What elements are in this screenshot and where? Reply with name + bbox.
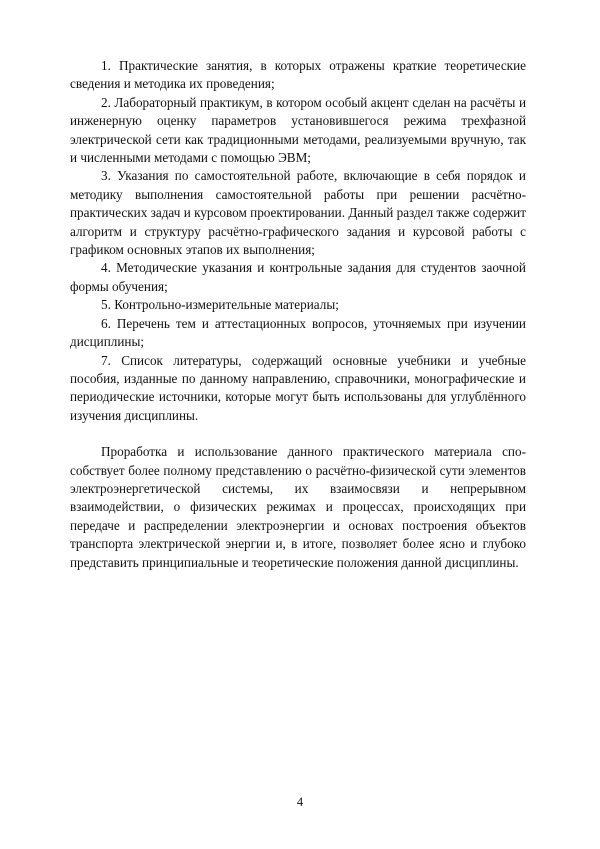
list-item-lab-practicum: 2. Лабораторный практикум, в котором особый акцент сделан на расчёты и инженерную оценку параметров установившегося режима трехфазной электрической сети как традиционными методами, реализуемыми вручную, так и численными методами с помощью ЭВМ;: [70, 94, 526, 166]
list-item-correspondence-students: 4. Методические указания и контрольные задания для студентов заочной формы обучения;: [70, 260, 526, 294]
concluding-paragraph: Проработка и использование данного практического материала способствует более полному представлению о расчётно-физической сути элементов электроэнергетической системы, их взаимосвязи и непрерывном взаимодействии, о физических режимах и процессах, происходящих при передаче и распределении электроэнергии и основах построения объектов транспорта электрической энергии и, в итоге, позволяет более ясно и глубоко представить принципиальные и теоретические положения данной дисциплины.: [70, 444, 526, 570]
body-text: [70, 57, 526, 572]
list-item-literature: 7. Список литературы, содержащий основные учебники и учебные пособия, изданные по данному направлению, справочники, монографические и периодические источники, которые могут быть использованы для углублённого изучения дисциплины.: [70, 352, 526, 423]
list-item-assessment-materials: 5. Контрольно-измерительные материалы;: [101, 297, 339, 313]
list-item-practical-classes: 1. Практические занятия, в которых отражены краткие теоретические сведения и методика их проведения;: [70, 58, 526, 92]
page-number: 4: [296, 795, 304, 809]
list-item-topics-questions: 6. Перечень тем и аттестационных вопросов, уточняемых при изучении дисциплины;: [70, 315, 526, 350]
list-item-independent-work: 3. Указания по самостоятельной работе, включающие в себя порядок и методику выполнения самостоятельной работы при решении расчётно-практических задач и курсовом проектировании. Данный раздел также содержит алгоритм и структуру расчётно-графического задания и курсовой работы с графиком основных этапов их выполнения;: [70, 168, 526, 258]
